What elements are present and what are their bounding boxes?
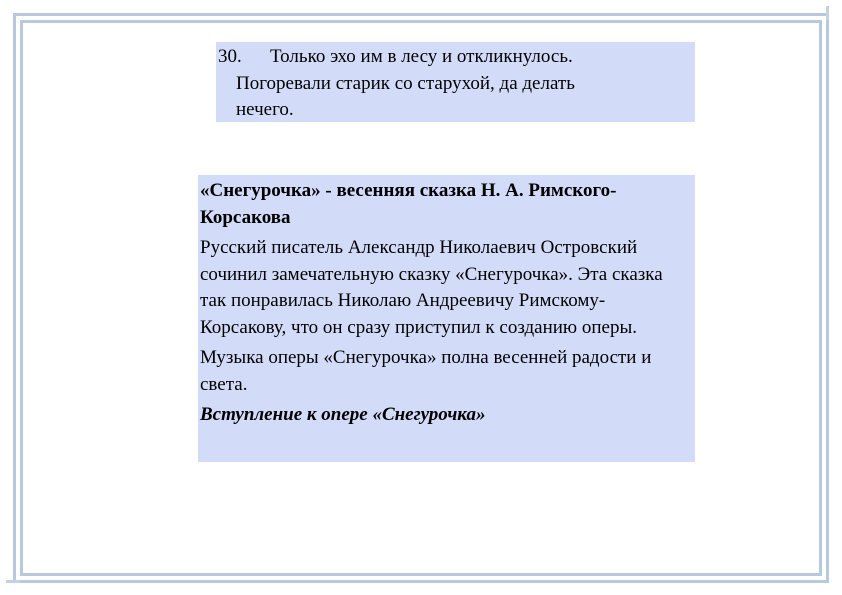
story-line-1 [218,44,691,71]
story-text-line-2: Погоревали старик со старухой, да делать [236,72,575,94]
story-text-line-3: нечего. [236,99,294,120]
text-block-story-ending [216,42,695,122]
paragraph-music: Музыка оперы «Снегурочка» полна весенней радости и света. [200,347,652,395]
frame-corner-bottom-left [6,580,20,583]
item-number: 30. [218,46,242,67]
frame-corner-top-right [826,6,829,20]
overture-caption: Вступление к опере «Снегурочка» [200,404,486,425]
section-heading: «Снегурочка» - весенняя сказка Н. А. Римского-Корсакова [200,180,617,228]
story-text-line-1: Только эхо им в лесу и откликнулось. [270,46,573,67]
paragraph-ostrovsky: Русский писатель Александр Николаевич Островский сочинил замечательную сказку «Снегурочка». Эта сказка так понравилась Николаю Андреевичу Римскому-Корсакову, что он сразу приступил к созданию оперы. [200,237,663,338]
text-block-snegurochka [198,175,695,462]
